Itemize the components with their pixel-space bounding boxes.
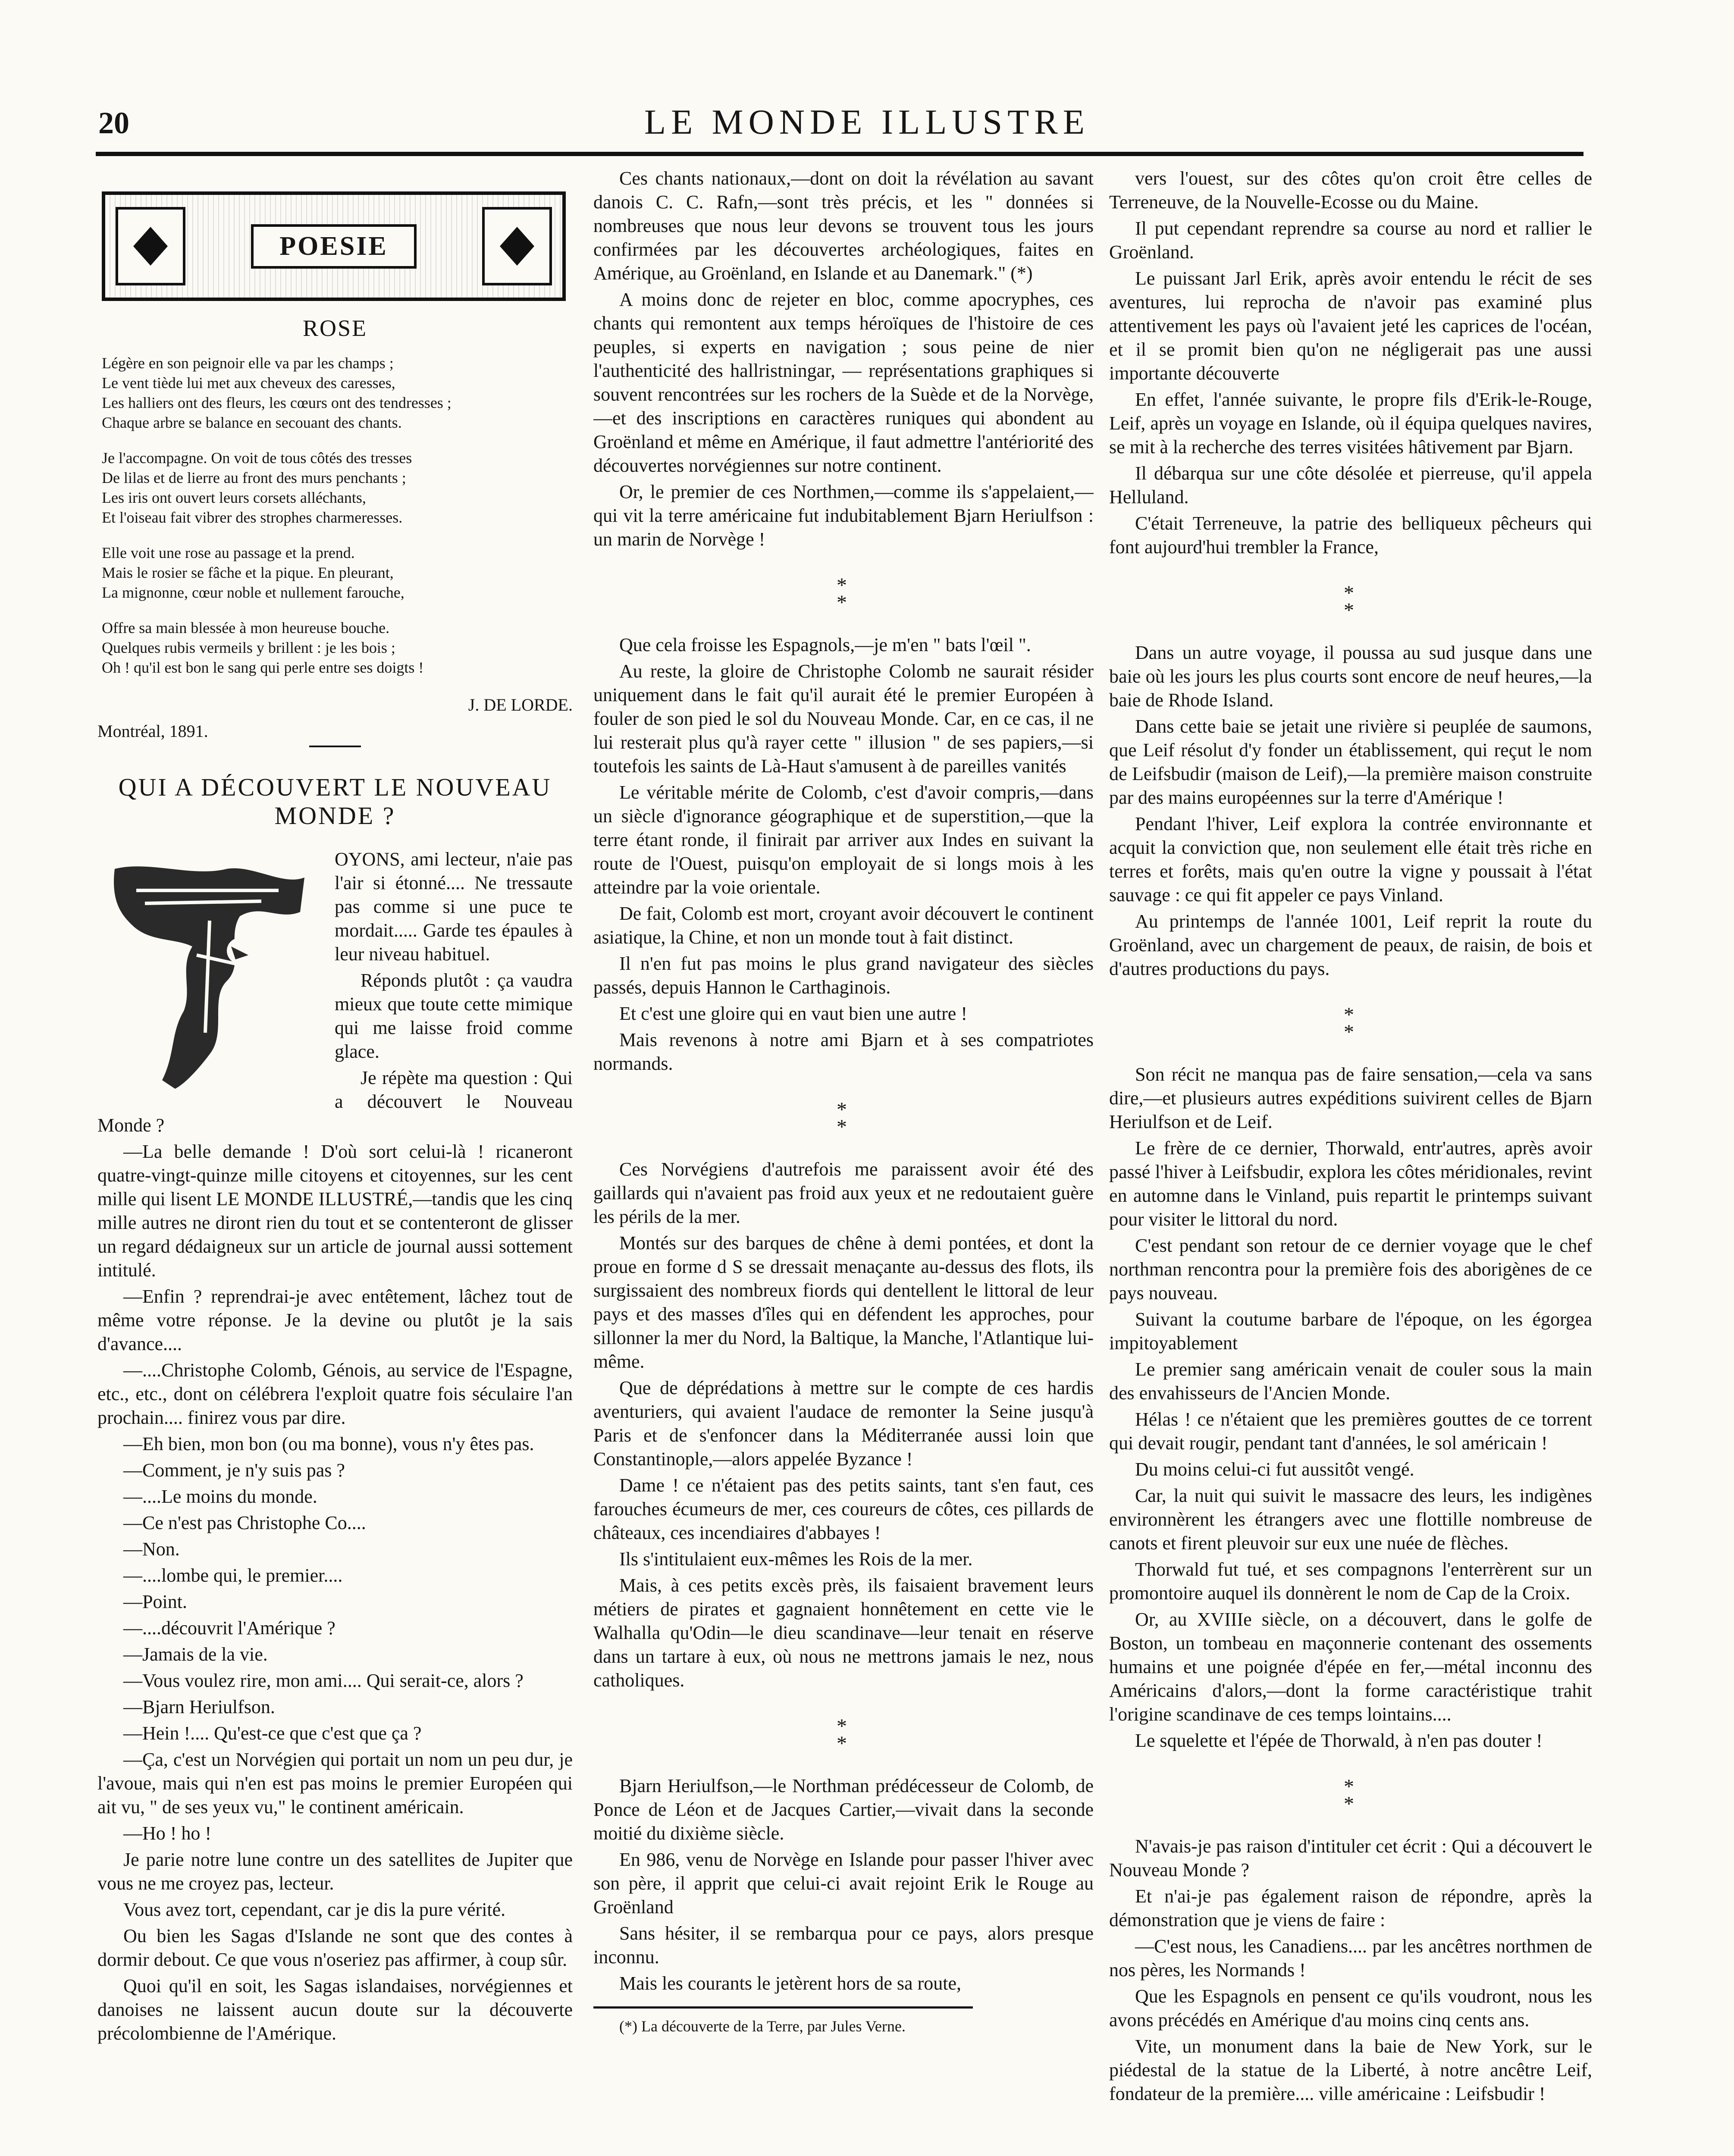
article-paragraph: Quoi qu'il en soit, les Sagas islandaises, norvégiennes et danoises ne laissent aucun doute sur la découverte précolombienne de l'Amérique.	[97, 1975, 573, 2044]
section-divider	[309, 746, 361, 747]
article-paragraph: Mais revenons à notre ami Bjarn et à ses compatriotes normands.	[593, 1029, 1094, 1074]
poem-title: ROSE	[302, 315, 368, 341]
article-column-2-part-b	[593, 633, 1094, 1075]
poem-stanza	[102, 618, 573, 677]
article-paragraph: Suivant la coutume barbare de l'époque, on les égorgea impitoyablement	[1109, 1309, 1592, 1354]
article-paragraph: Je parie notre lune contre un des satellites de Jupiter que vous ne me croyez pas, lecteur.	[97, 1849, 573, 1894]
article-paragraph: —Enfin ? reprendrai-je avec entêtement, lâchez tout de même votre réponse. Je la devine ou plutôt je la sais d'avance....	[97, 1286, 573, 1354]
article-paragraph: vers l'ouest, sur des côtes qu'on croit être celles de Terreneuve, de la Nouvelle-Ecosse ou du Maine.	[1109, 168, 1592, 213]
article-paragraph: OYONS, ami lecteur, n'aie pas l'air si étonné.... Ne tressaute pas comme si une puce te mordait..... Garde tes épaules à leur niveau habituel.	[335, 849, 573, 965]
article-paragraph: Hélas ! ce n'étaient que les premières gouttes de ce torrent qui devait rougir, pendant tant d'années, le sol américain !	[1109, 1409, 1592, 1454]
poem-line: Le vent tiède lui met aux cheveux des caresses,	[102, 374, 395, 392]
article-paragraph: —....Le moins du monde.	[123, 1486, 317, 1507]
article-paragraph: Que les Espagnols en pensent ce qu'ils voudront, nous les avons précédés en Amérique d'au moins cinq cents ans.	[1109, 1986, 1592, 2031]
article-paragraph: —Eh bien, mon bon (ou ma bonne), vous n'y êtes pas.	[123, 1433, 534, 1454]
article-paragraph: —....lombe qui, le premier....	[123, 1565, 343, 1586]
article-paragraph: —Comment, je n'y suis pas ?	[123, 1460, 345, 1481]
article-paragraph: Ces Norvégiens d'autrefois me paraissent avoir été des gaillards qui n'avaient pas froid aux yeux et ne redoutaient guère les périls de la mer.	[593, 1159, 1094, 1227]
poem-line: Légère en son peignoir elle va par les champs ;	[102, 354, 394, 372]
poem-line: De lilas et de lierre au front des murs penchants ;	[102, 469, 406, 486]
article-column-2-part-c	[593, 1157, 1094, 1692]
header-rule	[96, 152, 1583, 156]
article-paragraph: Or, au XVIIIe siècle, on a découvert, dans le golfe de Boston, un tombeau en maçonnerie contenant des ossements humains et une poignée d'épée en fer,—métal inconnu des Américains d'alors,—dont la forme caractéristique trahit l'origine scandinave de ces temps lointains....	[1109, 1609, 1592, 1725]
article-paragraph: Ou bien les Sagas d'Islande ne sont que des contes à dormir debout. Ce que vous n'oseriez pas affirmer, à coup sûr.	[97, 1925, 573, 1970]
poem-line: Les halliers ont des fleurs, les cœurs ont des tendresses ;	[102, 394, 452, 411]
article-paragraph: Que cela froisse les Espagnols,—je m'en " bats l'œil ".	[619, 634, 1031, 655]
article-paragraph: Au reste, la gloire de Christophe Colomb ne saurait résider uniquement dans le fait qu'il aurait été le premier Européen à fouler de son pied le sol du Nouveau Monde. Car, en ce cas, il ne lui resterait plus qu'à rayer cette " illusion " de ses papiers,—si toutefois les saints de Là-Haut s'amusent à de pareilles vanités	[593, 661, 1094, 777]
article-paragraph: —Bjarn Heriulfson.	[123, 1696, 275, 1717]
article-paragraph: —La belle demande ! D'où sort celui-là ! ricaneront quatre-vingt-quinze mille citoyens et citoyennes, sur les cent mille qui lisent LE MONDE ILLUSTRÉ,—tandis que les cinq mille autres ne diront rien du tout et se contenteront de glisser un regard dédaigneux sur un article de journal aussi sottement intitulé.	[97, 1141, 573, 1281]
footnote: (*) La découverte de la Terre, par Jules Verne.	[619, 2018, 906, 2035]
article-paragraph: De fait, Colomb est mort, croyant avoir découvert le continent asiatique, la Chine, et non un monde tout à fait distinct.	[593, 903, 1094, 948]
article-paragraph: —Ho ! ho !	[123, 1823, 212, 1844]
article-paragraph: En 986, venu de Norvège en Islande pour passer l'hiver avec son père, il apprit que celui-ci avait rejoint Erik le Rouge au Groënland	[593, 1849, 1094, 1918]
article-paragraph: Dans un autre voyage, il poussa au sud jusque dans une baie où les jours les plus courts sont encore de neuf heures,—la baie de Rhode Island.	[1109, 642, 1592, 711]
article-paragraph: Le puissant Jarl Erik, après avoir entendu le récit de ses aventures, lui reprocha de n'avoir pas examiné plus attentivement les pays où l'avaient jeté les caprices de l'océan, et il se promit bien qu'on ne négligerait pas une aussi importante découverte	[1109, 268, 1592, 384]
poem-stanza	[102, 448, 573, 527]
article-paragraph: Au printemps de l'année 1001, Leif reprit la route du Groënland, avec un chargement de peaux, de raisin, de bois et d'autres productions du pays.	[1109, 911, 1592, 979]
section-stars-icon: * *	[1344, 582, 1358, 622]
article-paragraph: Réponds plutôt : ça vaudra mieux que toute cette mimique qui me laisse froid comme glace.	[335, 970, 573, 1062]
article-paragraph: Son récit ne manqua pas de faire sensation,—cela va sans dire,—et plusieurs autres expéditions suivirent celles de Bjarn Heriulfson et de Leif.	[1109, 1064, 1592, 1132]
article-paragraph: Dans cette baie se jetait une rivière si peuplée de saumons, que Leif résolut d'y fonder un établissement, qui reçut le nom de Leifsbudir (maison de Leif),—la première maison construite par des mains européennes sur la terre d'Amérique !	[1109, 716, 1592, 808]
article-paragraph: Il put cependant reprendre sa course au nord et rallier le Groënland.	[1109, 218, 1592, 263]
article-paragraph: Le squelette et l'épée de Thorwald, à n'en pas douter !	[1135, 1730, 1543, 1751]
poem-line: Je l'accompagne. On voit de tous côtés des tresses	[102, 449, 412, 467]
article-paragraph: Ils s'intitulaient eux-mêmes les Rois de la mer.	[619, 1548, 973, 1570]
article-column-3-part-b	[1109, 641, 1592, 981]
article-column-3-part-a	[1109, 166, 1592, 559]
article-paragraph: A moins donc de rejeter en bloc, comme apocryphes, ces chants qui remontent aux temps héroïques de l'histoire de ces peuples, si experts en navigation ; sous peine de nier l'authenticité des hallristningar, — représentations graphiques si souvent rencontrées sur les rochers de la Suède et de la Norvège,—et des inscriptions en caractères runiques qui abondent au Groënland et même en Amérique, il faut admettre l'antériorité des découvertes norvégiennes sur notre continent.	[593, 289, 1094, 476]
article-paragraph: Le véritable mérite de Colomb, c'est d'avoir compris,—dans un siècle d'ignorance géographique et de superstition,—que la terre étant ronde, il finirait par arriver aux Indes en suivant la route de l'Ouest, puisqu'on employait de si longs mois à les atteindre par la voie orientale.	[593, 782, 1094, 898]
article-paragraph: Mais, à ces petits excès près, ils faisaient bravement leurs métiers de pirates et gagnaient honnêtement en cette vie le Walhalla qu'Odin—le dieu scandinave—leur tenait en réserve dans un tartare à eux, où nous ne mettrons jamais le nez, nous catholiques.	[593, 1575, 1094, 1691]
masthead-title: LE MONDE ILLUSTRE	[644, 102, 1090, 141]
article-paragraph: Du moins celui-ci fut aussitôt vengé.	[1135, 1459, 1414, 1480]
article-paragraph: Je répète ma question : Qui a découvert le Nouveau Monde ?	[97, 1067, 573, 1136]
poem-line: Oh ! qu'il est bon le sang qui perle entre ses doigts !	[102, 659, 424, 676]
poem-line: La mignonne, cœur noble et nullement farouche,	[102, 584, 404, 601]
section-stars-icon: * *	[837, 1715, 850, 1755]
article-paragraph: —Hein !.... Qu'est-ce que c'est que ça ?	[123, 1723, 422, 1744]
section-stars-icon: * *	[837, 574, 850, 614]
article-paragraph: —Jamais de la vie.	[123, 1644, 268, 1665]
article-column-3-part-d	[1109, 1834, 1592, 2106]
poem-stanza	[102, 543, 573, 602]
article-paragraph: Que de déprédations à mettre sur le compte de ces hardis aventuriers, qui avaient l'audace de remonter la Seine jusqu'à Paris et de s'enfoncer dans la Méditerranée aussi loin que Constantinople,—alors appelée Byzance !	[593, 1377, 1094, 1470]
article-paragraph: Il n'en fut pas moins le plus grand navigateur des siècles passés, depuis Hannon le Carthaginois.	[593, 953, 1094, 998]
banner-ornament-left-icon	[116, 207, 185, 285]
poem-line: Elle voit une rose au passage et la prend.	[102, 544, 355, 561]
banner-ornament-right-icon	[482, 207, 552, 285]
article-paragraph: —....découvrit l'Amérique ?	[123, 1617, 336, 1639]
poem-line: Et l'oiseau fait vibrer des strophes charmeresses.	[102, 509, 403, 526]
poem-body	[97, 353, 573, 677]
article-paragraph: C'est pendant son retour de ce dernier voyage que le chef northman rencontra pour la première fois des aborigènes de ce pays nouveau.	[1109, 1235, 1592, 1304]
article-paragraph: —....Christophe Colomb, Génois, au service de l'Espagne, etc., etc., dont on célébrera l'exploit quatre fois séculaire l'an prochain.... finirez vous par dire.	[97, 1360, 573, 1428]
article-paragraph: —Point.	[123, 1591, 187, 1612]
article-paragraph: Vous avez tort, cependant, car je dis la pure vérité.	[123, 1899, 506, 1920]
article-paragraph: Sans hésiter, il se rembarqua pour ce pays, alors presque inconnu.	[593, 1923, 1094, 1968]
poem-line: Mais le rosier se fâche et la pique. En pleurant,	[102, 564, 394, 581]
article-paragraph: Or, le premier de ces Northmen,—comme ils s'appelaient,—qui vit la terre américaine fut indubitablement Bjarn Heriulfson : un marin de Norvège !	[593, 481, 1094, 550]
section-stars-icon: * *	[837, 1098, 850, 1138]
poem-signature: J. DE LORDE.	[468, 695, 573, 714]
poem-line: Les iris ont ouvert leurs corsets alléchants,	[102, 489, 366, 506]
article-paragraph: Le premier sang américain venait de couler sous la main des envahisseurs de l'Ancien Monde.	[1109, 1359, 1592, 1404]
article-paragraph: —Non.	[123, 1539, 180, 1560]
article-paragraph: Mais les courants le jetèrent hors de sa route,	[619, 1973, 961, 1994]
article-paragraph: Vite, un monument dans la baie de New York, sur le piédestal de la statue de la Liberté, à notre ancêtre Leif, fondateur de la première.... ville américaine : Leifsbudir !	[1109, 2036, 1592, 2104]
article-paragraph: Bjarn Heriulfson,—le Northman prédécesseur de Colomb, de Ponce de Léon et de Jacques Cartier,—vivait dans la seconde moitié du dixième siècle.	[593, 1775, 1094, 1844]
woodcut-illustration-icon	[97, 852, 322, 1093]
article-paragraph: Et c'est une gloire qui en vaut bien une autre !	[619, 1003, 967, 1024]
poem-place-date: Montréal, 1891.	[97, 721, 208, 741]
page-number: 20	[98, 106, 129, 140]
article-paragraph: Et n'ai-je pas également raison de répondre, après la démonstration que je viens de faire :	[1109, 1886, 1592, 1930]
footnote-rule	[593, 2006, 973, 2009]
article-paragraph: Dame ! ce n'étaient pas des petits saints, tant s'en faut, ces farouches écumeurs de mer, ces coureurs de côtes, ces pillards de châteaux, ces incendiaires d'abbayes !	[593, 1475, 1094, 1543]
article-paragraph: Thorwald fut tué, et ses compagnons l'enterrèrent sur un promontoire auquel ils donnèrent le nom de Cap de la Croix.	[1109, 1559, 1592, 1604]
article-paragraph: Car, la nuit qui suivit le massacre des leurs, les indigènes environnèrent les étrangers avec une flottille nombreuse de canots et firent pleuvoir sur eux une nuée de flèches.	[1109, 1485, 1592, 1554]
article-paragraph: Le frère de ce dernier, Thorwald, entr'autres, après avoir passé l'hiver à Leifsbudir, explora les côtes méridionales, revint en automne dans le Vinland, puis repartit le printemps suivant pour visiter le littoral du nord.	[1109, 1138, 1592, 1230]
poem-line: Offre sa main blessée à mon heureuse bouche.	[102, 619, 390, 636]
article-paragraph: N'avais-je pas raison d'intituler cet écrit : Qui a découvert le Nouveau Monde ?	[1109, 1836, 1592, 1880]
article-paragraph: —Ça, c'est un Norvégien qui portait un nom un peu dur, je l'avoue, mais qui n'en est pas moins le premier Européen qui ait vu, " de ses yeux vu," le continent américain.	[97, 1749, 573, 1818]
article-paragraph: Montés sur des barques de chêne à demi pontées, et dont la proue en forme d S se dressait menaçante au-dessus des flots, ils surgissaient des nombreux fiords qui dentellent le littoral de leur pays et des masses d'îles qui en défendent les approches, pour sillonner la mer du Nord, la Baltique, la Manche, l'Atlantique lui-même.	[593, 1232, 1094, 1372]
article-paragraph: Il débarqua sur une côte désolée et pierreuse, qu'il appela Helluland.	[1109, 463, 1592, 508]
section-stars-icon: * *	[1344, 1003, 1358, 1044]
article-paragraph: Pendant l'hiver, Leif explora la contrée environnante et acquit la conviction que, non seulement elle était très riche en terres et forêts, mais qu'en outre la vigne y poussait à l'état sauvage : ce qui fit appeler ce pays Vinland.	[1109, 813, 1592, 906]
article-title: QUI A DÉCOUVERT LE NOUVEAU MONDE ?	[118, 773, 552, 830]
column-1	[97, 166, 573, 2156]
poem-stanza	[102, 353, 573, 432]
poesie-banner	[102, 191, 566, 301]
article-paragraph: —Vous voulez rire, mon ami.... Qui serait-ce, alors ?	[123, 1670, 524, 1691]
section-stars-icon: * *	[1344, 1775, 1358, 1815]
article-column-2-part-d	[593, 1774, 1094, 1995]
article-paragraph: Ces chants nationaux,—dont on doit la révélation au savant danois C. C. Rafn,—sont très précis, et les " données si nombreuses que nous leur devons se trouvent tous les jours confirmées par les découvertes archéologiques, faites en Amérique, au Groënland, en Islande et au Danemark." (*)	[593, 168, 1094, 284]
article-column-2-part-a	[593, 166, 1094, 551]
article-paragraph: C'était Terreneuve, la patrie des belliqueux pêcheurs qui font aujourd'hui trembler la France,	[1109, 513, 1592, 558]
article-column-3-part-c	[1109, 1062, 1592, 1752]
article-paragraph: —C'est nous, les Canadiens.... par les ancêtres northmen de nos pères, les Normands !	[1109, 1936, 1592, 1981]
article-paragraph: —Ce n'est pas Christophe Co....	[123, 1512, 366, 1533]
article-paragraph: En effet, l'année suivante, le propre fils d'Erik-le-Rouge, Leif, après un voyage en Islande, où il équipa quelques navires, se mit à la recherche des terres visitées hâtivement par Bjarn.	[1109, 389, 1592, 458]
poem-line: Chaque arbre se balance en secouant des chants.	[102, 414, 402, 431]
column-3	[1109, 166, 1592, 2156]
poesie-label: POESIE	[251, 224, 416, 269]
column-2	[593, 166, 1094, 2156]
poem-line: Quelques rubis vermeils y brillent : je les bois ;	[102, 639, 395, 656]
